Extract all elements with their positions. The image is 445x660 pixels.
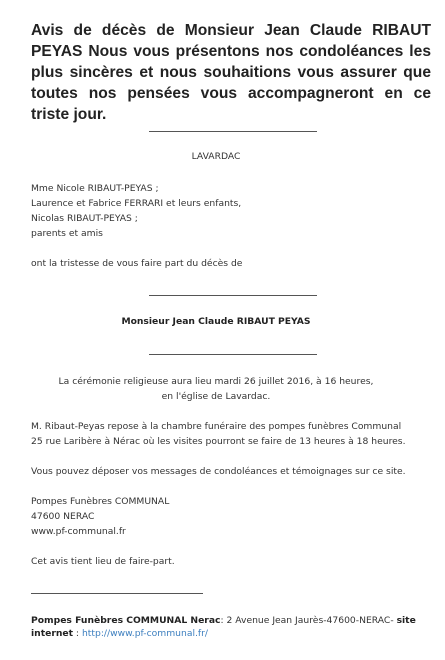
funeral-home-name: Pompes Funèbres COMMUNAL xyxy=(31,496,170,507)
family-line: parents et amis xyxy=(31,228,103,239)
location: LAVARDAC xyxy=(191,151,241,162)
divider xyxy=(149,354,317,355)
ceremony-line: La cérémonie religieuse aura lieu mardi 26 juillet 2016, à 16 heures, xyxy=(58,376,374,387)
footer-website-link[interactable]: http://www.pf-communal.fr/ xyxy=(81,628,209,639)
divider xyxy=(31,593,203,594)
rest-line: 25 rue Laribère à Nérac où les visites pourront se faire de 13 heures à 18 heures. xyxy=(31,436,406,447)
notice-text: Cet avis tient lieu de faire-part. xyxy=(31,556,175,567)
footer-site-label: site internet xyxy=(31,615,416,639)
footer-company: Pompes Funèbres COMMUNAL Nerac xyxy=(31,615,221,626)
family-line: Mme Nicole RIBAUT-PEYAS ; xyxy=(31,183,159,194)
footer-address: : 2 Avenue Jean Jaurès-47600-NERAC- xyxy=(220,615,394,626)
deceased-name: Monsieur Jean Claude RIBAUT PEYAS xyxy=(121,316,311,327)
announcement: ont la tristesse de vous faire part du décès de xyxy=(31,258,243,269)
condolences-text: Vous pouvez déposer vos messages de condoléances et témoignages sur ce site. xyxy=(31,466,406,477)
page-heading: Avis de décès de Monsieur Jean Claude RIBAUT PEYAS Nous vous présentons nos condoléances les plus sincères et nous souhaitions vous assurer que toutes nos pensées vous accompagneront en ce triste jour. xyxy=(31,22,431,123)
ceremony-line: en l'église de Lavardac. xyxy=(161,391,271,402)
divider xyxy=(149,131,317,132)
footer-site-sep: : xyxy=(73,628,82,639)
family-line: Laurence et Fabrice FERRARI et leurs enfants, xyxy=(31,198,242,209)
footer xyxy=(31,614,431,640)
divider xyxy=(149,295,317,296)
funeral-home-city: 47600 NERAC xyxy=(31,511,95,522)
funeral-home-website: www.pf-communal.fr xyxy=(31,526,126,537)
family-line: Nicolas RIBAUT-PEYAS ; xyxy=(31,213,138,224)
rest-line: M. Ribaut-Peyas repose à la chambre funéraire des pompes funèbres Communal xyxy=(31,421,402,432)
